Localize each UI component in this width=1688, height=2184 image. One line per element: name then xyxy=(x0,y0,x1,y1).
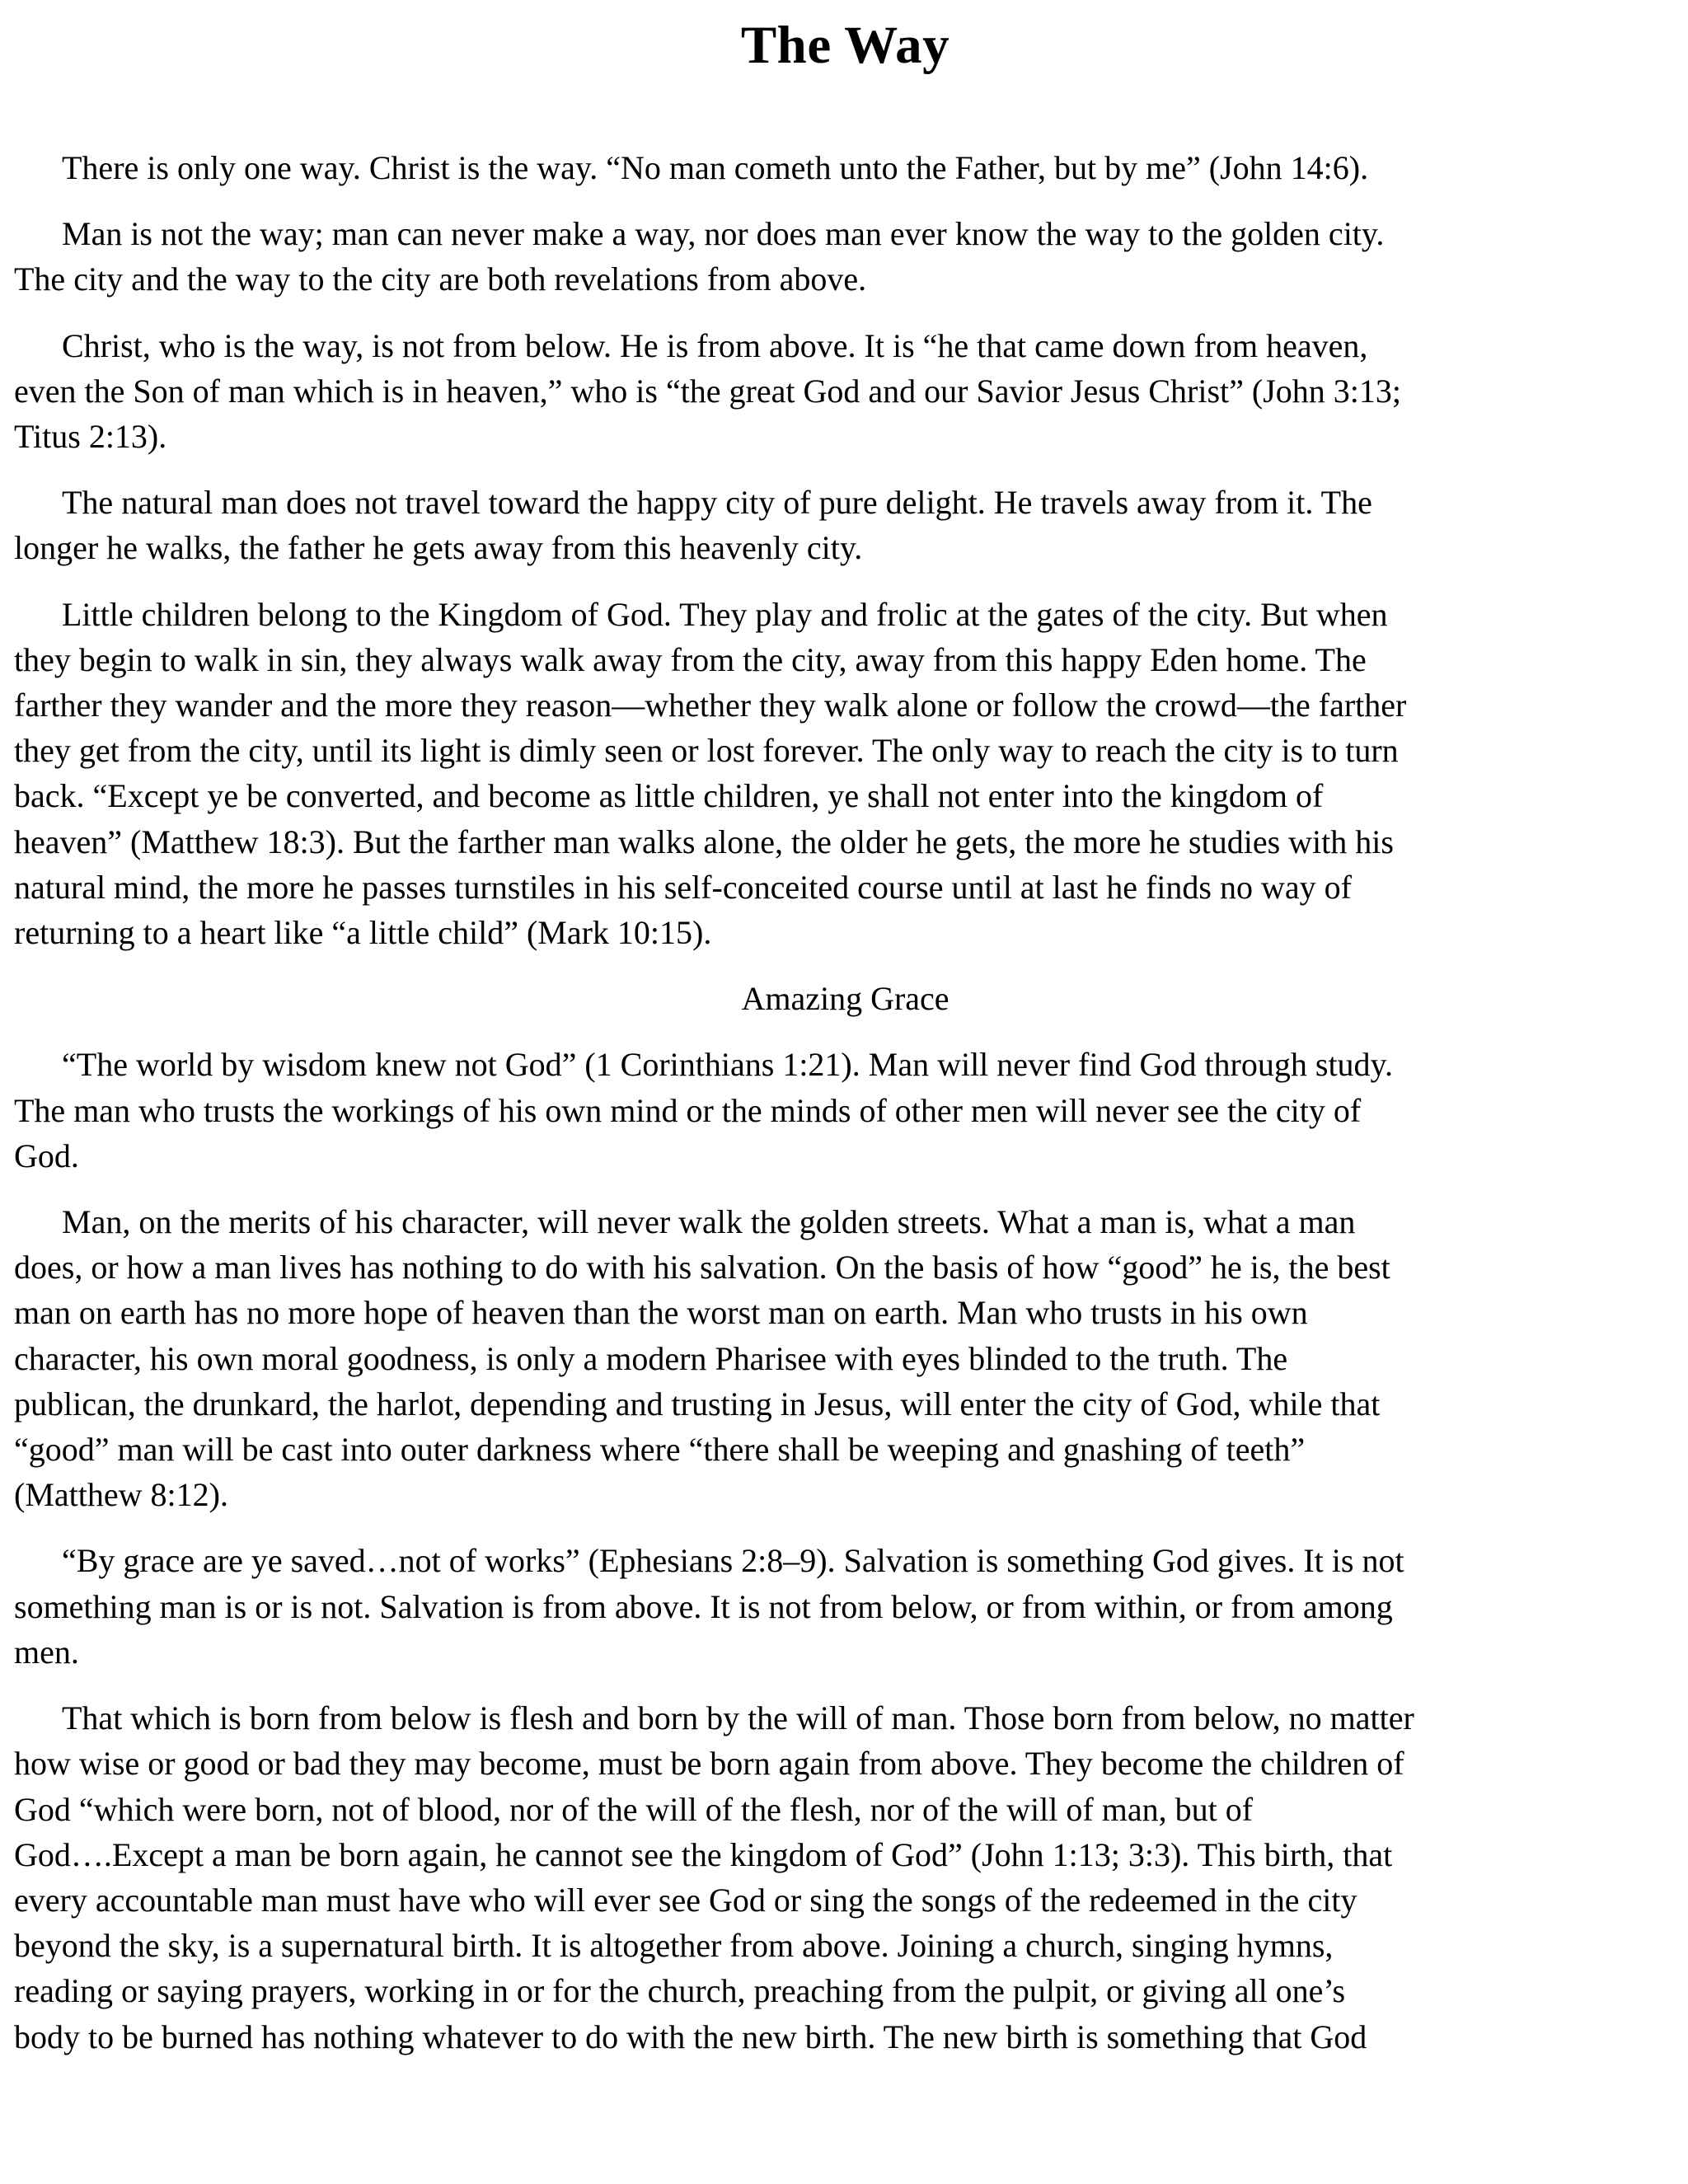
paragraph xyxy=(14,1042,1676,1179)
paragraph-line: natural mind, the more he passes turnstiles in his self-conceited course until at last he finds no way of xyxy=(14,868,1352,906)
paragraph-line: That which is born from below is flesh and born by the will of man. Those born from below, no matter xyxy=(62,1699,1414,1737)
paragraph-line: God….Except a man be born again, he cannot see the kingdom of God” (John 1:13; 3:3). This birth, that xyxy=(14,1835,1393,1873)
paragraph-line: they begin to walk in sin, they always walk away from the city, away from this happy Eden home. The xyxy=(14,640,1367,678)
section-subheading: Amazing Grace xyxy=(741,980,950,1018)
paragraph-line: God. xyxy=(14,1137,79,1174)
paragraph xyxy=(14,592,1676,956)
paragraph-line: Man is not the way; man can never make a way, nor does man ever know the way to the golden city. xyxy=(62,215,1385,253)
paragraph-line: longer he walks, the father he gets away from this heavenly city. xyxy=(14,529,863,567)
paragraph-line: Man, on the merits of his character, will never walk the golden streets. What a man is, what a man xyxy=(62,1203,1356,1241)
paragraph-line: The man who trusts the workings of his own mind or the minds of other men will never see the city of xyxy=(14,1091,1362,1129)
paragraph-line: Christ, who is the way, is not from below. He is from above. It is “he that came down from heaven, xyxy=(62,326,1368,364)
paragraph-line: body to be burned has nothing whatever to do with the new birth. The new birth is something that God xyxy=(14,2018,1367,2055)
paragraph-line: they get from the city, until its light is dimly seen or lost forever. The only way to reach the city is to turn xyxy=(14,732,1399,770)
paragraph xyxy=(14,1695,1676,2060)
paragraph-line: God “which were born, not of blood, nor of the will of the flesh, nor of the will of man, but of xyxy=(14,1790,1254,1828)
paragraph xyxy=(14,1538,1676,1675)
paragraph-line: back. “Except ye be converted, and become as little children, ye shall not enter into the kingdom of xyxy=(14,777,1324,815)
paragraph-line: men. xyxy=(14,1633,79,1671)
paragraph-line: reading or saying prayers, working in or for the church, preaching from the pulpit, or giving all one’s xyxy=(14,1972,1346,2010)
paragraph-line: how wise or good or bad they may become, must be born again from above. They become the children of xyxy=(14,1745,1404,1783)
paragraph-line: every accountable man must have who will ever see God or sing the songs of the redeemed in the city xyxy=(14,1881,1357,1919)
paragraph xyxy=(14,211,1676,302)
paragraph-line: character, his own moral goodness, is only a modern Pharisee with eyes blinded to the truth. The xyxy=(14,1339,1288,1377)
paragraph-line: beyond the sky, is a supernatural birth. It is altogether from above. Joining a church, singing hymns, xyxy=(14,1927,1334,1965)
paragraph-line: even the Son of man which is in heaven,” who is “the great God and our Savior Jesus Christ” (John 3:13; xyxy=(14,372,1402,410)
paragraph-line: “By grace are ye saved…not of works” (Ephesians 2:8–9). Salvation is something God gives. It is not xyxy=(62,1542,1404,1580)
document-body xyxy=(14,145,1676,2060)
paragraph-line: “good” man will be cast into outer darkness where “there shall be weeping and gnashing of teeth” xyxy=(14,1431,1306,1469)
paragraph xyxy=(14,1199,1676,1517)
paragraph xyxy=(14,323,1676,460)
paragraph-line: does, or how a man lives has nothing to do with his salvation. On the basis of how “good” he is, the best xyxy=(14,1249,1390,1286)
paragraph xyxy=(14,480,1676,570)
paragraph-line: farther they wander and the more they reason—whether they walk alone or follow the crowd—the farther xyxy=(14,687,1407,724)
paragraph-line: man on earth has no more hope of heaven than the worst man on earth. Man who trusts in his own xyxy=(14,1294,1308,1332)
page-title: The Way xyxy=(740,16,950,75)
paragraph-line: There is only one way. Christ is the way. “No man cometh unto the Father, but by me” (John 14:6). xyxy=(62,149,1369,186)
paragraph-line: returning to a heart like “a little child” (Mark 10:15). xyxy=(14,914,712,952)
paragraph-line: heaven” (Matthew 18:3). But the farther man walks alone, the older he gets, the more he studies with his xyxy=(14,823,1394,860)
paragraph-line: The natural man does not travel toward the happy city of pure delight. He travels away from it. The xyxy=(62,484,1372,522)
paragraph-line: “The world by wisdom knew not God” (1 Corinthians 1:21). Man will never find God through study. xyxy=(62,1046,1393,1084)
paragraph-line: (Matthew 8:12). xyxy=(14,1476,228,1514)
paragraph-line: publican, the drunkard, the harlot, depending and trusting in Jesus, will enter the city of God, while that xyxy=(14,1385,1381,1422)
paragraph-line: The city and the way to the city are both revelations from above. xyxy=(14,260,867,298)
paragraph xyxy=(14,145,1676,190)
paragraph-line: Titus 2:13). xyxy=(14,418,167,456)
paragraph-line: Little children belong to the Kingdom of God. They play and frolic at the gates of the city. But when xyxy=(62,595,1388,633)
paragraph-line: something man is or is not. Salvation is from above. It is not from below, or from within, or from among xyxy=(14,1587,1393,1625)
